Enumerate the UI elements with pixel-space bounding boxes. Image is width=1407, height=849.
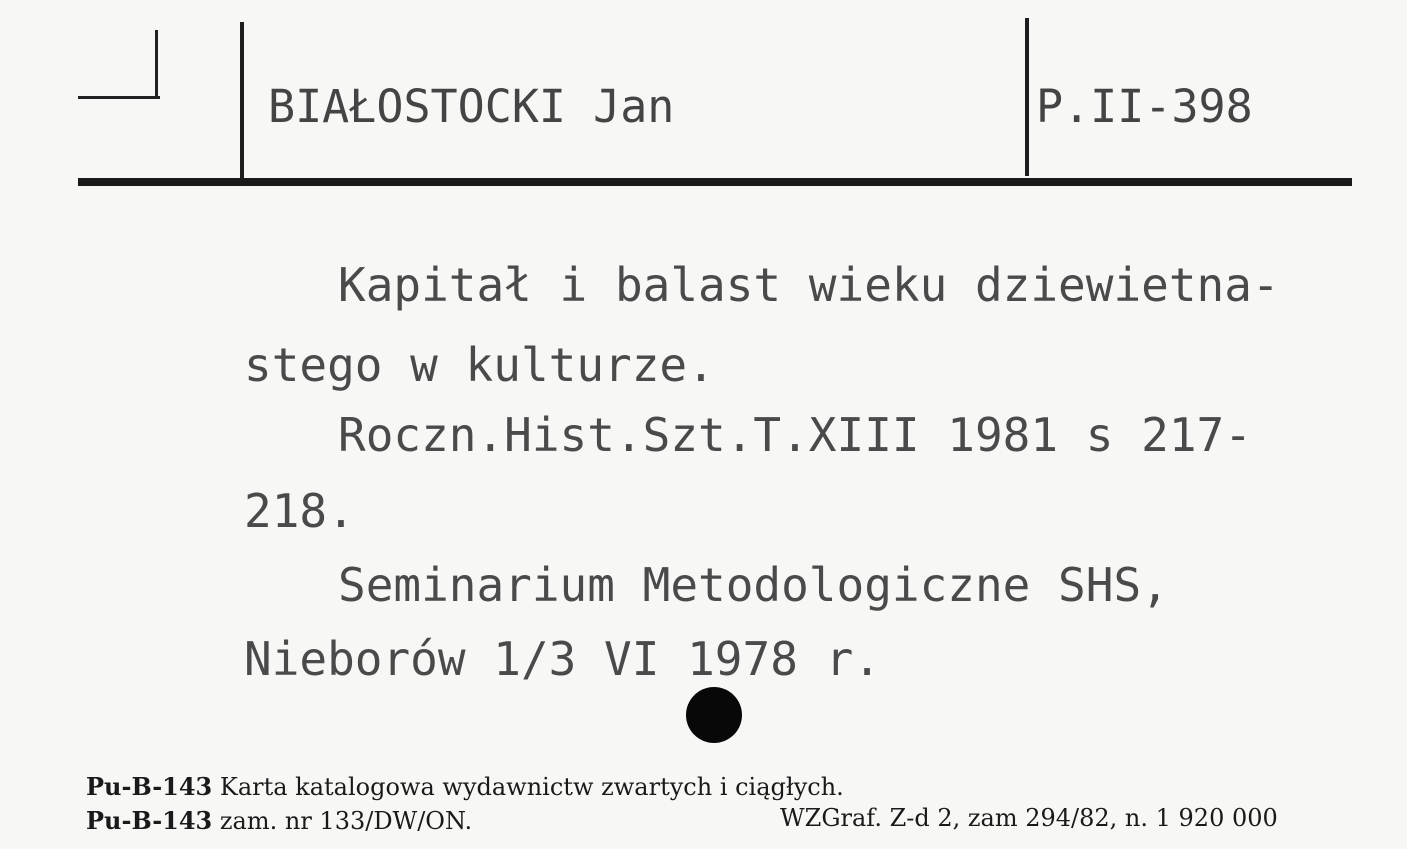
title-line-2: stego w kulturze. bbox=[244, 338, 715, 392]
footer-printer-info: WZGraf. Z-d 2, zam 294/82, n. 1 920 000 bbox=[780, 804, 1278, 832]
footer-form-description: Karta katalogowa wydawnictw zwartych i ciągłych. bbox=[219, 773, 844, 801]
punch-hole bbox=[686, 687, 742, 743]
note-line-1: Seminarium Metodologiczne SHS, bbox=[338, 558, 1169, 612]
author-heading: BIAŁOSTOCKI Jan bbox=[268, 80, 675, 133]
title-line-1: Kapitał i balast wieku dziewietna- bbox=[338, 258, 1280, 312]
footer-form-code-1: Pu-B-143 bbox=[86, 772, 213, 801]
footer-line-1 bbox=[86, 772, 844, 801]
footer-form-code-2: Pu-B-143 bbox=[86, 806, 213, 835]
header-rule bbox=[78, 178, 1352, 186]
source-line-1: Roczn.Hist.Szt.T.XIII 1981 s 217- bbox=[338, 408, 1252, 462]
source-line-2: 218. bbox=[244, 484, 355, 538]
footer-order-number: zam. nr 133/DW/ON. bbox=[219, 807, 473, 835]
note-line-2: Nieborów 1/3 VI 1978 r. bbox=[244, 632, 881, 686]
corner-mark-horizontal bbox=[78, 96, 160, 99]
corner-mark-vertical bbox=[155, 30, 158, 98]
shelf-signature: P.II-398 bbox=[1036, 80, 1253, 133]
header-divider-right bbox=[1025, 18, 1029, 176]
header-divider-left bbox=[240, 22, 244, 184]
footer-line-2 bbox=[86, 806, 472, 835]
